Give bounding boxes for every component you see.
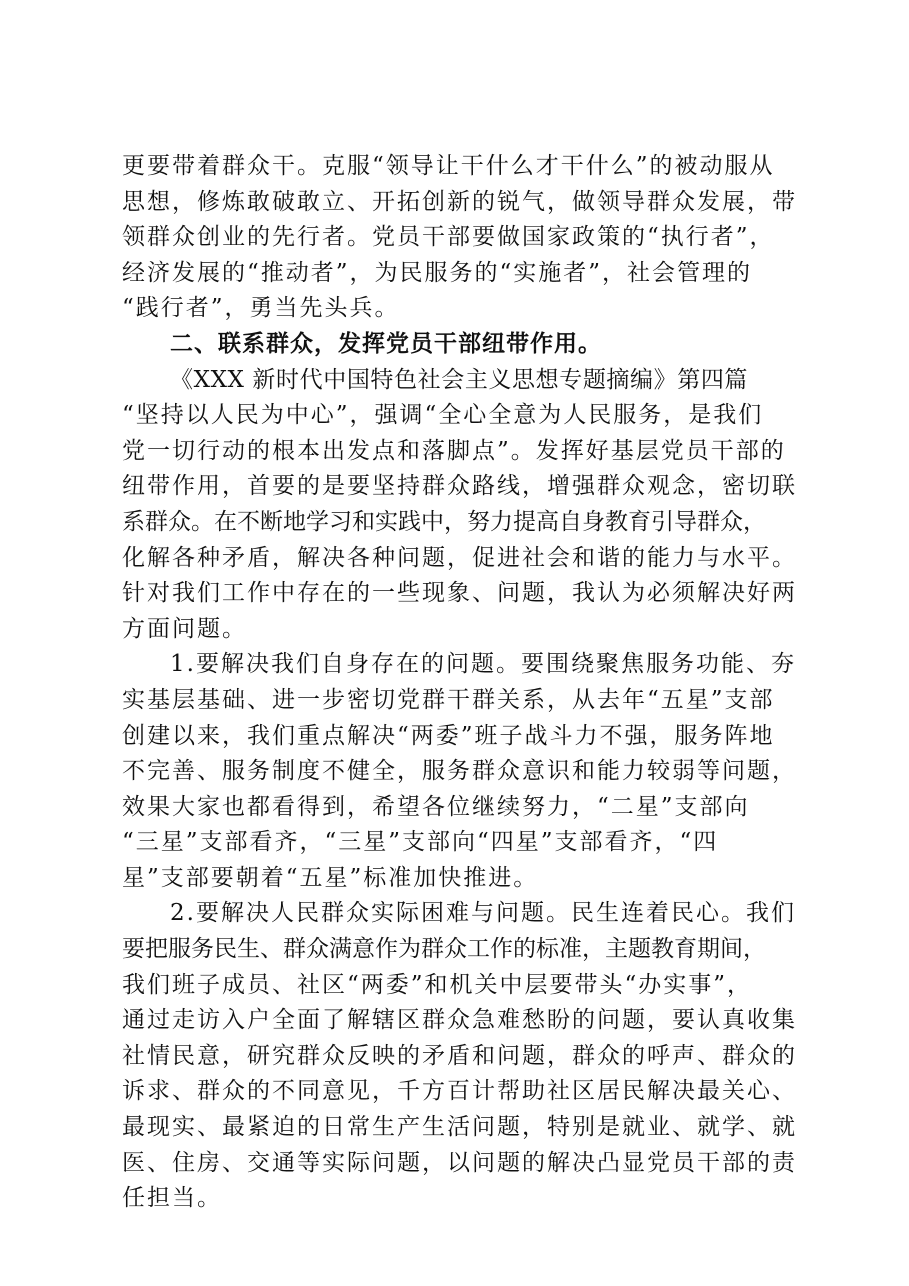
text-line: 不完善、服务制度不健全，服务群众意识和能力较弱等问题，	[122, 758, 797, 785]
section-heading: 二、联系群众，发挥党员干部纽带作用。	[170, 330, 602, 357]
text-line: 通过走访入户全面了解辖区群众急难愁盼的问题，要认真收集	[122, 1007, 797, 1034]
text-line: “三星”支部看齐，“三星”支部向“四星”支部看齐，“四	[122, 829, 719, 856]
text-line: 经济发展的“推动者”，为民服务的“实施者”，社会管理的	[122, 259, 753, 286]
text-line: 我们班子成员、社区“两委”和机关中层要带头“办实事”，	[122, 971, 753, 998]
text-line: 星”支部要朝着“五星”标准加快推进。	[122, 864, 539, 891]
text-line: 领群众创业的先行者。党员干部要做国家政策的“执行者”，	[122, 224, 775, 251]
text-line: 纽带作用，首要的是要坚持群众路线，增强群众观念，密切联	[122, 473, 797, 500]
text-line: 《XXX 新时代中国特色社会主义思想专题摘编》第四篇	[170, 366, 749, 393]
text-line: 最现实、最紧迫的日常生产生活问题，特别是就业、就学、就	[122, 1114, 797, 1141]
text-line: “坚持以人民为中心”，强调“全心全意为人民服务，是我们	[122, 402, 764, 429]
text-line: 更要带着群众干。克服“领导让干什么才干什么”的被动服从	[122, 153, 775, 179]
text-line: “践行者”，勇当先头兵。	[122, 295, 400, 322]
text-line: 系群众。在不断地学习和实践中，努力提高自身教育引导群众，	[122, 508, 766, 535]
document-body	[122, 149, 802, 1217]
text-line: 党一切行动的根本出发点和落脚点”。发挥好基层党员干部的	[122, 437, 786, 464]
text-line: 2.要解决人民群众实际困难与问题。民生连着民心。我们	[170, 900, 796, 927]
text-line: 要把服务民生、群众满意作为群众工作的标准，主题教育期间，	[122, 936, 766, 963]
text-line: 任担当。	[122, 1185, 222, 1212]
text-line: 实基层基础、进一步密切党群干群关系，从去年“五星”支部	[122, 686, 775, 713]
text-line: 针对我们工作中存在的一些现象、问题，我认为必须解决好两	[122, 580, 797, 607]
text-line: 方面问题。	[122, 615, 247, 642]
text-line: 医、住房、交通等实际问题，以问题的解决凸显党员干部的责	[122, 1149, 797, 1176]
text-line: 思想，修炼敢破敢立、开拓创新的锐气，做领导群众发展，带	[122, 188, 797, 215]
text-line: 创建以来，我们重点解决“两委”班子战斗力不强，服务阵地	[122, 722, 775, 749]
text-line: 效果大家也都看得到，希望各位继续努力，“二星”支部向	[122, 793, 750, 820]
text-line: 社情民意，研究群众反映的矛盾和问题，群众的呼声、群众的	[122, 1042, 797, 1069]
text-line: 1.要解决我们自身存在的问题。要围绕聚焦服务功能、夯	[170, 651, 796, 678]
text-line: 化解各种矛盾，解决各种问题，促进社会和谐的能力与水平。	[122, 544, 797, 571]
text-line: 诉求、群众的不同意见，千方百计帮助社区居民解决最关心、	[122, 1078, 797, 1105]
